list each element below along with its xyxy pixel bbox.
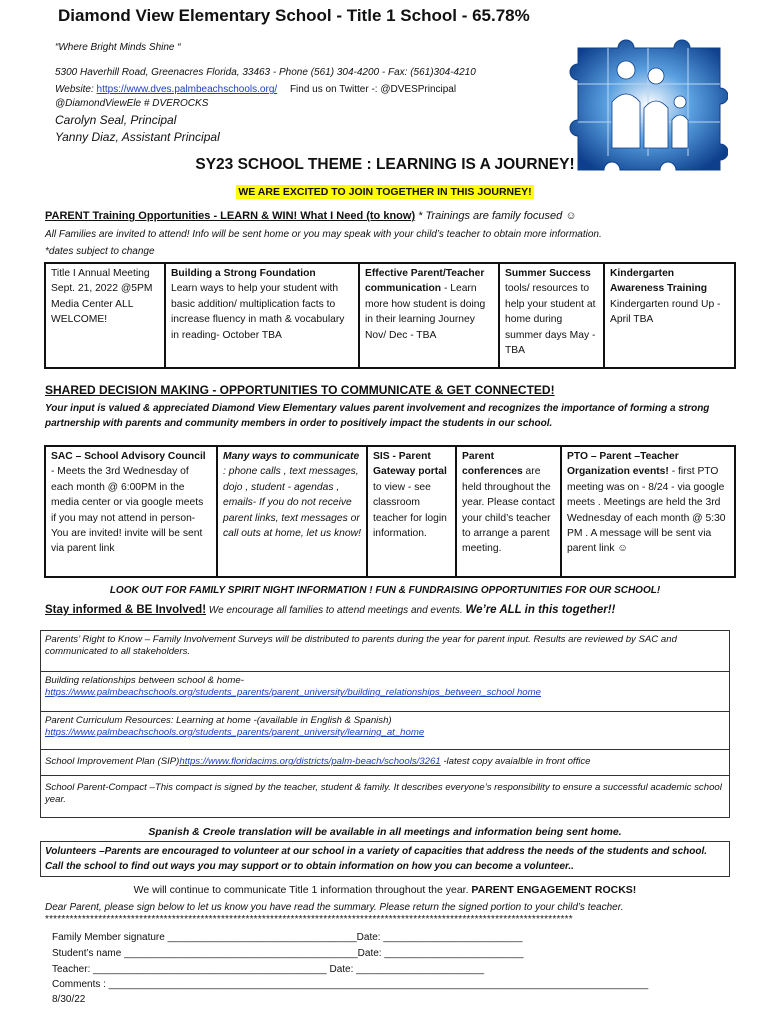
training-cell: Summer Success tools/ resources to help your student at home during summer days May - TBA (499, 263, 604, 368)
building-relationships-box: Building relationships between school & home- https://www.palmbeachschools.org/students_parents/parent_university/building_relationships_between_school home (40, 671, 730, 711)
building-relationships-link[interactable]: https://www.palmbeachschools.org/students_parents/parent_university/building_relationships_between_school home (45, 687, 541, 698)
compact-box: School Parent-Compact –This compact is signed by the teacher, student & family. It describes everyone’s responsibility to ensure a successful academic school year. (40, 775, 730, 818)
shared-intro: Your input is valued & appreciated Diamond View Elementary values parent involvement and recognizes the importance of forming a strong partnership with parents and community members in order to positively impact the students in our school. (45, 403, 710, 429)
training-table (44, 262, 736, 369)
volunteers-box: Volunteers –Parents are encouraged to volunteer at our school in a variety of capacities that address the needs of the students and school. Call the school to find out ways you may support or to obtain information on how you can become a volunteer.. (40, 841, 730, 877)
training-info: All Families are invited to attend! Info will be sent home or you may speak with your child’s teacher to obtain more information. (45, 229, 602, 240)
shared-heading: SHARED DECISION MAKING - OPPORTUNITIES TO COMMUNICATE & GET CONNECTED! (45, 383, 555, 397)
sip-box: School Improvement Plan (SIP)https://www.floridacims.org/districts/palm-beach/schools/3261 -latest copy avaialble in front office (40, 749, 730, 775)
stay-informed: Stay informed & BE Involved! We encourage all families to attend meetings and events. We’re ALL in this together!! (45, 604, 616, 616)
translation-note: Spanish & Creole translation will be available in all meetings and information being sent home. (148, 826, 622, 838)
training-cell: Kindergarten Awareness Training Kindergarten round Up - April TBA (604, 263, 735, 368)
shared-cell: SAC – School Advisory Council - Meets the 3rd Wednesday of each month @ 6:00PM in the media center or via google meets if you may not attend in person- You are invited! invite will be sent via parent link (45, 446, 217, 577)
theme-title: SY23 SCHOOL THEME : LEARNING IS A JOURNEY! (195, 156, 575, 173)
training-cell: Effective Parent/Teacher communication - Learn more how student is doing in their learning Journey Nov/ Dec - TBA (359, 263, 499, 368)
website-link[interactable]: https://www.dves.palmbeachschools.org/ (96, 84, 278, 95)
shared-table (44, 445, 736, 578)
document-date: 8/30/22 (52, 994, 86, 1005)
star-divider: ********************************************************************************************************************************* (45, 914, 573, 925)
dear-parent: Dear Parent, please sign below to let us know you have read the summary. Please return the signed portion to your child’s teacher. (45, 902, 624, 913)
continue-note: We will continue to communicate Title 1 information throughout the year. PARENT ENGAGEMENT ROCKS! (133, 884, 637, 896)
social-tags: @DiamondViewEle # DVEROCKS (55, 98, 209, 109)
shared-cell: SIS - Parent Gateway portal to view - see classroom teacher for login information. (367, 446, 456, 577)
family-signature-line[interactable]: Family Member signature __________________________________Date: _________________________ (52, 932, 523, 943)
twitter-handle: Find us on Twitter -: @DVESPrincipal (289, 84, 457, 95)
right-to-know-box: Parents’ Right to Know – Family Involvement Surveys will be distributed to parents during the year for parent input. Results are reviewed by SAC and communicated to all stakeholders. (40, 630, 730, 671)
website-line (55, 84, 456, 95)
assistant-principal-name: Yanny Diaz, Assistant Principal (55, 130, 220, 144)
training-cell: Building a Strong Foundation Learn ways to help your student with basic addition/ multiplication facts to increase fluency in math & vocabulary in reading- October TBA (165, 263, 359, 368)
shared-cell: PTO – Parent –Teacher Organization events! - first PTO meeting was on - 8/24 - via google meets . Meetings are held the 3rd Wednesday of each month @ 5:30 PM . A message will be sent via parent link ☺ (561, 446, 735, 577)
theme-highlight: WE ARE EXCITED TO JOIN TOGETHER IN THIS JOURNEY! (238, 186, 532, 198)
sip-link[interactable]: https://www.floridacims.org/districts/palm-beach/schools/3261 (179, 756, 441, 767)
dates-note: *dates subject to change (45, 246, 155, 257)
curriculum-link[interactable]: https://www.palmbeachschools.org/students_parents/parent_university/learning_at_home (45, 727, 425, 738)
puzzle-family-logo (568, 30, 728, 172)
comments-line[interactable]: Comments : _________________________________________________________________________________________________ (52, 979, 649, 990)
school-motto: “Where Bright Minds Shine “ (55, 42, 181, 53)
shared-cell: Parent conferences are held throughout the year. Please contact your child’s teacher to arrange a parent meeting. (456, 446, 561, 577)
page-title: Diamond View Elementary School - Title 1 School - 65.78% (58, 6, 530, 25)
teacher-line[interactable]: Teacher: __________________________________________ Date: _______________________ (52, 964, 485, 975)
school-address: 5300 Haverhill Road, Greenacres Florida, 33463 - Phone (561) 304-4200 - Fax: (561)304-4210 (55, 67, 476, 78)
student-name-line[interactable]: Student’s name __________________________________________Date: _________________________ (52, 948, 524, 959)
shared-cell: Many ways to communicate : phone calls , text messages, dojo , student - agendas , emails- If you do not receive parent links, text messages or call outs at home, let us know! (217, 446, 367, 577)
principal-name: Carolyn Seal, Principal (55, 113, 177, 127)
curriculum-box: Parent Curriculum Resources: Learning at home -(available in English & Spanish) https://www.palmbeachschools.org/students_parents/parent_university/learning_at_home (40, 711, 730, 749)
training-heading: PARENT Training Opportunities - LEARN & WIN! What I Need (to know) * Trainings are family focused ☺ (45, 210, 577, 222)
website-label: Website: (55, 84, 94, 95)
training-cell: Title I Annual Meeting Sept. 21, 2022 @5PM Media Center ALL WELCOME! (45, 263, 165, 368)
lookout-banner: LOOK OUT FOR FAMILY SPIRIT NIGHT INFORMATION ! FUN & FUNDRAISING OPPORTUNITIES FOR OUR SCHOOL! (109, 585, 661, 596)
